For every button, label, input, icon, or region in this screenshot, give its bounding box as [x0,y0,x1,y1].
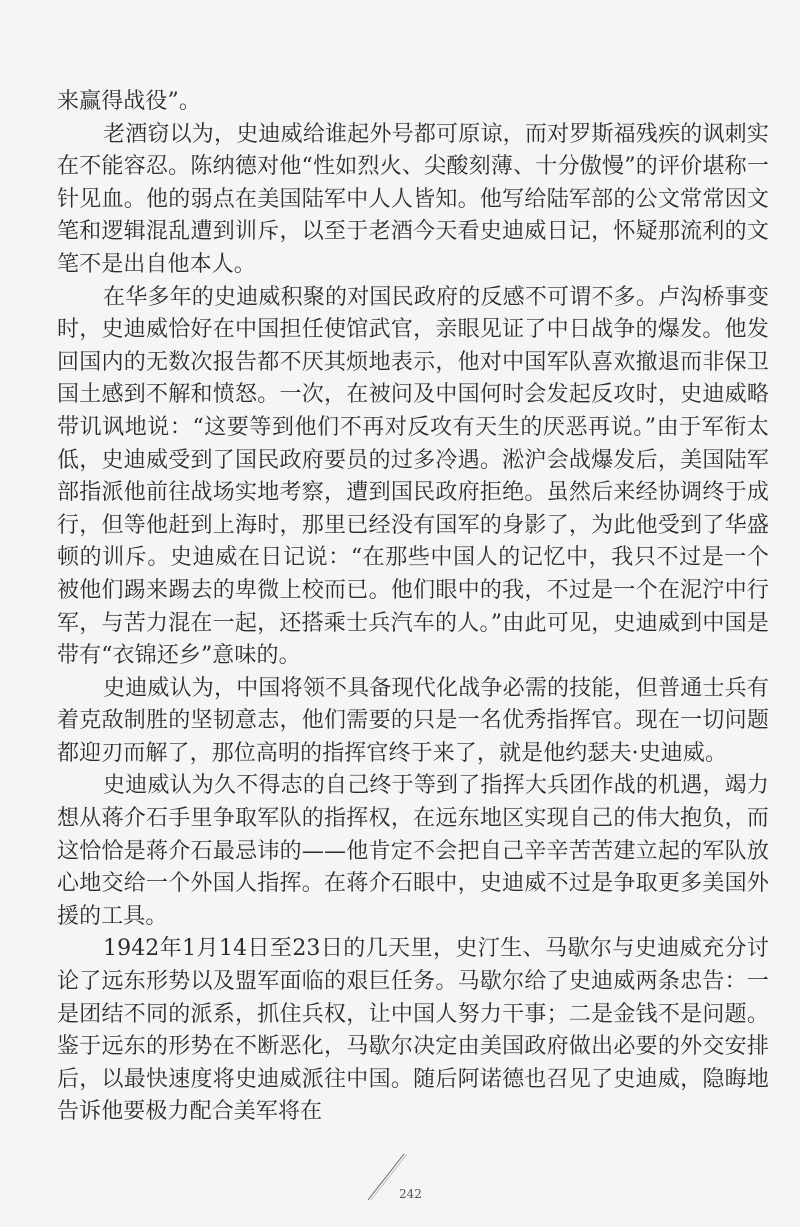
body-text [57,86,769,1129]
paragraph: 史迪威认为久不得志的自己终于等到了指挥大兵团作战的机遇，竭力想从蒋介石手里争取军队的指挥权，在远东地区实现自己的伟大抱负，而这恰恰是蒋介石最忌讳的——他肯定不会把自己辛辛苦苦建立起的军队放心地交给一个外国人指挥。在蒋介石眼中，史迪威不过是争取更多美国外援的工具。 [57,773,769,929]
paragraph: 1942年1月14日至23日的几天里，史汀生、马歇尔与史迪威充分讨论了远东形势以及盟军面临的艰巨任务。马歇尔给了史迪威两条忠告：一是团结不同的派系，抓住兵权，让中国人努力干事；二是金钱不是问题。鉴于远东的形势在不断恶化，马歇尔决定由美国政府做出必要的外交安排后，以最快速度将史迪威派往中国。随后阿诺德也召见了史迪威，隐晦地告诉他要极力配合美军将在 [57,936,769,1125]
paragraph: 在华多年的史迪威积聚的对国民政府的反感不可谓不多。卢沟桥事变时，史迪威恰好在中国担任使馆武官，亲眼见证了中日战争的爆发。他发回国内的无数次报告都不厌其烦地表示，他对中国军队喜欢撤退而非保卫国土感到不解和愤怒。一次，在被问及中国何时会发起反攻时，史迪威略带讥讽地说：“这要等到他们不再对反攻有天生的厌恶再说。”由于军衔太低，史迪威受到了国民政府要员的过多冷遇。淞沪会战爆发后，美国陆军部指派他前往战场实地考察，遭到国民政府拒绝。虽然后来经协调终于成行，但等他赶到上海时，那里已经没有国军的身影了，为此他受到了华盛顿的训斥。史迪威在日记说：“在那些中国人的记忆中，我只不过是一个被他们踢来踢去的卑微上校而已。他们眼中的我，不过是一个在泥泞中行军，与苦力混在一起，还搭乘士兵汽车的人。”由此可见，史迪威到中国是带有“衣锦还乡”意味的。 [57,284,769,669]
page-number: 242 [399,1187,422,1201]
paragraph: 史迪威认为，中国将领不具备现代化战争必需的技能，但普通士兵有着克敌制胜的坚韧意志，他们需要的只是一名优秀指挥官。现在一切问题都迎刃而解了，那位高明的指挥官终于来了，就是他约瑟夫·史迪威。 [57,675,769,766]
paragraph-continuation: 来赢得战役”。 [57,89,201,114]
page-footer [360,1150,450,1210]
paragraph: 老酒窃以为，史迪威给谁起外号都可原谅，而对罗斯福残疾的讽刺实在不能容忍。陈纳德对他“性如烈火、尖酸刻薄、十分傲慢”的评价堪称一针见血。他的弱点在美国陆军中人人皆知。他写给陆军部的公文常常因文笔和逻辑混乱遭到训斥，以至于老酒今天看史迪威日记，怀疑那流利的文笔不是出自他本人。 [57,121,769,277]
